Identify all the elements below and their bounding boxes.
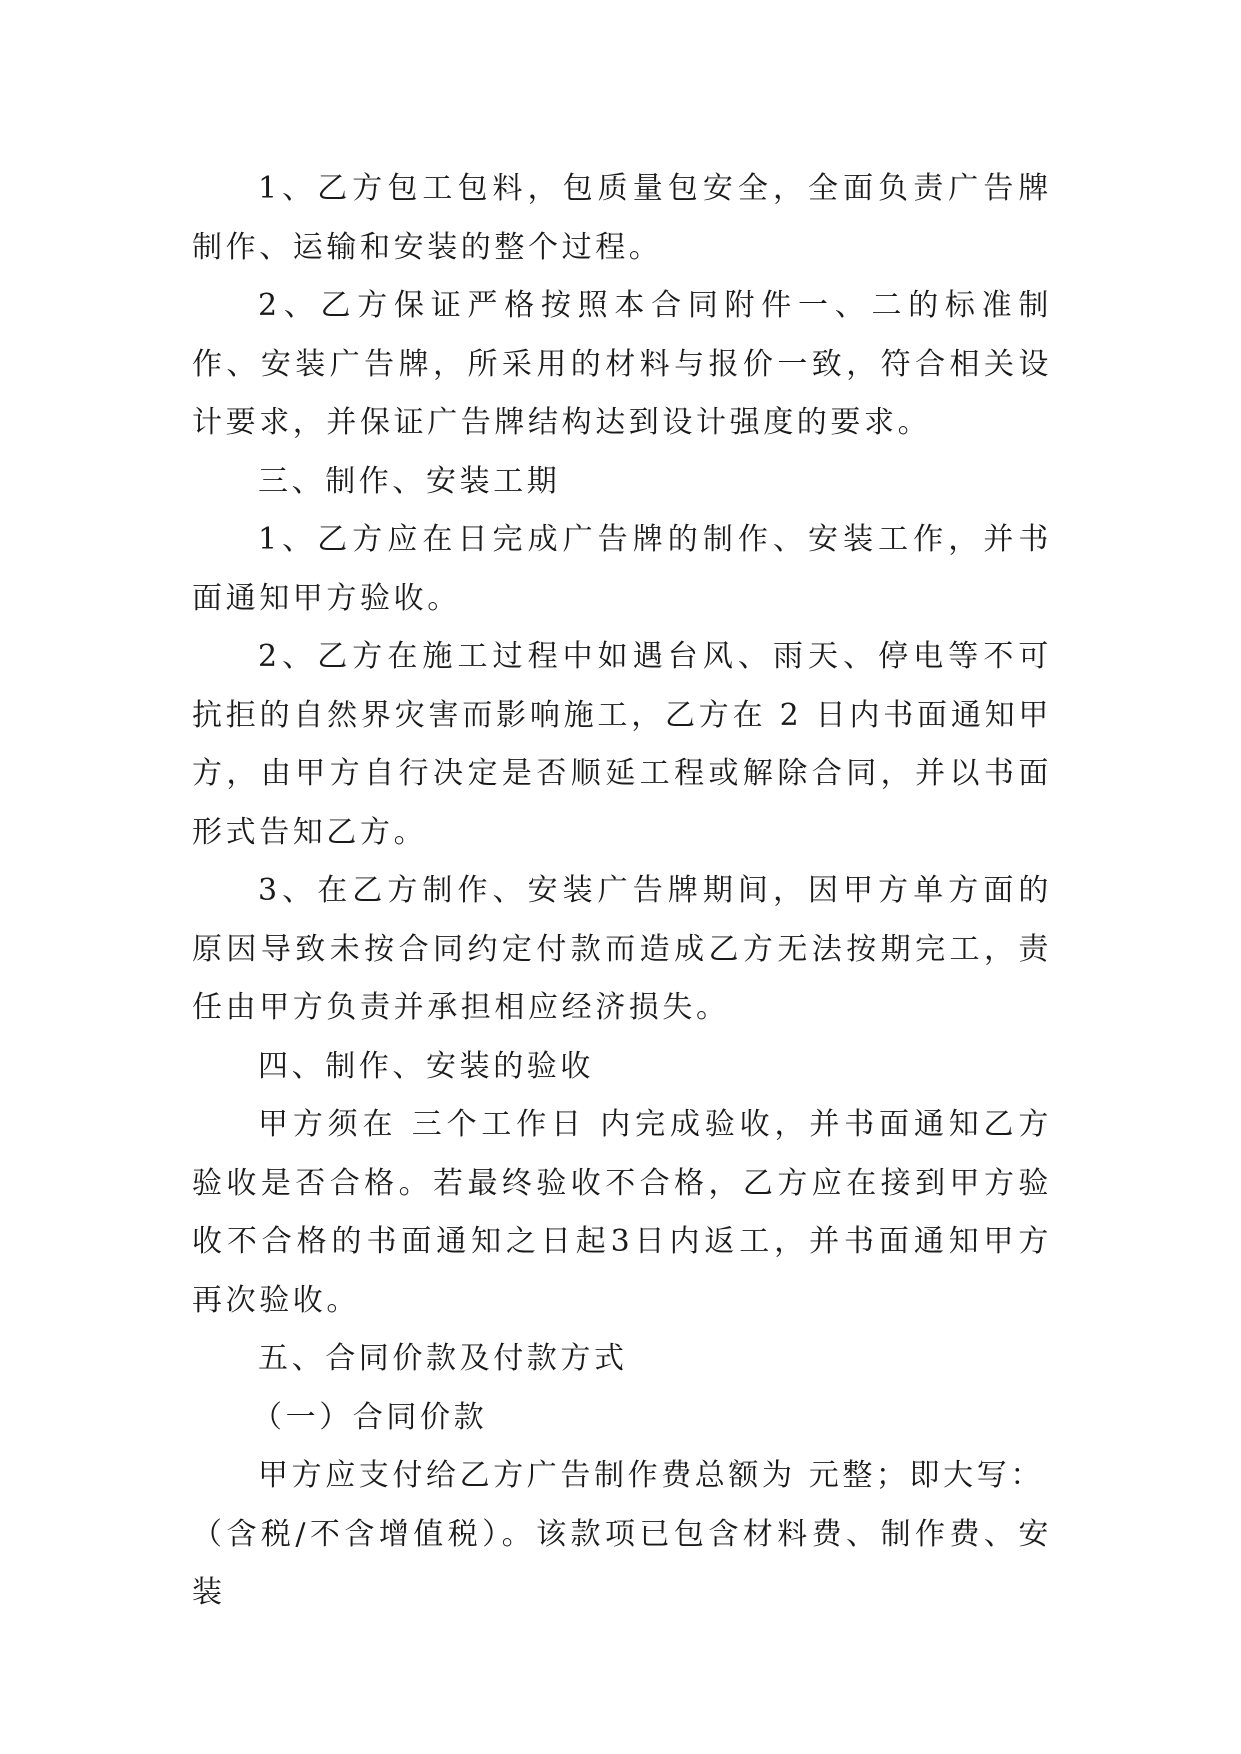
clause-paragraph: 甲方应支付给乙方广告制作费总额为 元整；即大写： [258, 1458, 1044, 1493]
clause-paragraph: 甲方须在 三个工作日 内完成验收，并书面通知乙方验收是否合格。若最终验收不合格，乙方应在接到甲方验收不合格的书面通知之日起3日内返工，并书面通知甲方再次验收。 [192, 1107, 1052, 1318]
clause-paragraph: 3、在乙方制作、安装广告牌期间，因甲方单方面的原因导致未按合同约定付款而造成乙方无法按期完工，责任由甲方负责并承担相应经济损失。 [192, 873, 1052, 1025]
section-heading: 四、制作、安装的验收 [258, 1048, 594, 1084]
clause-paragraph: 2、乙方保证严格按照本合同附件一、二的标准制作、安装广告牌，所采用的材料与报价一致，符合相关设计要求，并保证广告牌结构达到设计强度的要求。 [192, 288, 1052, 440]
subsection-heading: （一）合同价款 [252, 1399, 488, 1435]
clause-paragraph: 1、乙方应在日完成广告牌的制作、安装工作，并书面通知甲方验收。 [192, 522, 1052, 616]
clause-paragraph: 2、乙方在施工过程中如遇台风、雨天、停电等不可抗拒的自然界灾害而影响施工，乙方在 2 日内书面通知甲方，由甲方自行决定是否顺延工程或解除合同，并以书面形式告知乙方。 [192, 639, 1052, 850]
clause-paragraph: （含税/不含增值税）。该款项已包含材料费、制作费、安装 [192, 1516, 1052, 1610]
section-heading: 三、制作、安装工期 [258, 463, 561, 499]
clause-paragraph: 1、乙方包工包料，包质量包安全，全面负责广告牌制作、运输和安装的整个过程。 [192, 171, 1052, 265]
section-heading: 五、合同价款及付款方式 [258, 1341, 628, 1376]
document-body [192, 160, 1052, 1623]
